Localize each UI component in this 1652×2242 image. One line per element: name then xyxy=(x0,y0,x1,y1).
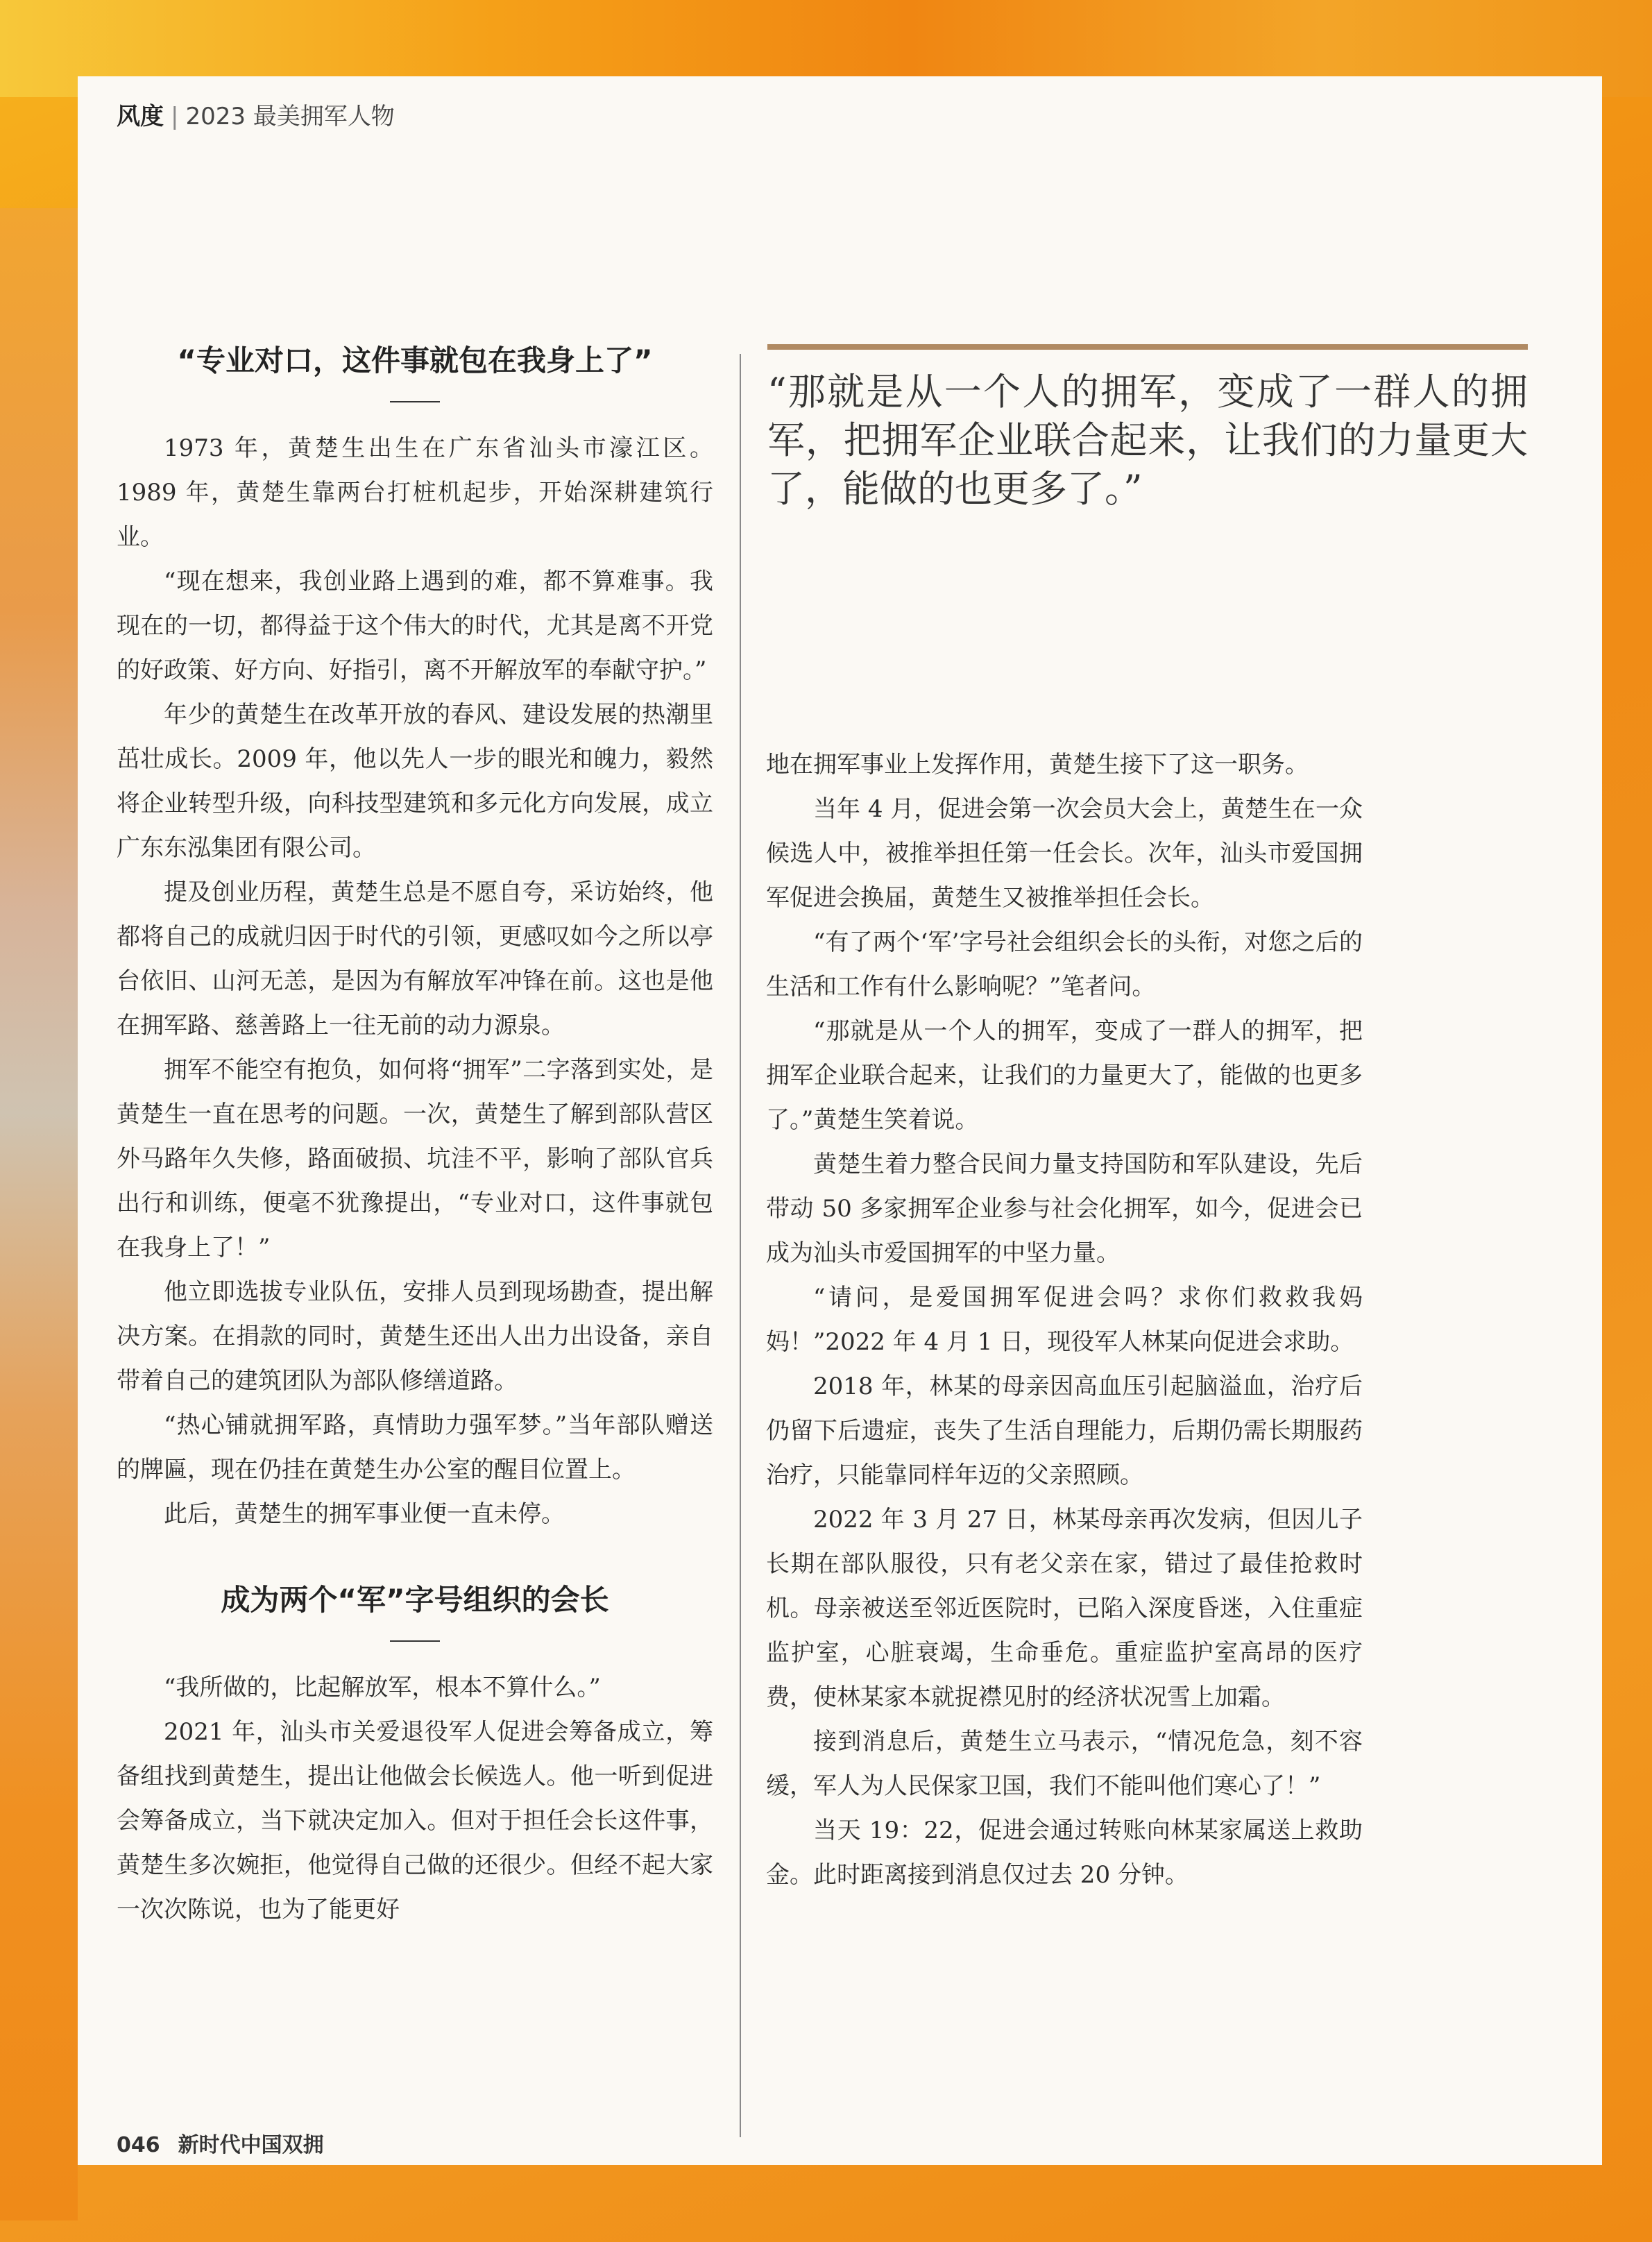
paragraph: “有了两个‘军’字号社会组织会长的头衔，对您之后的生活和工作有什么影响呢？”笔者问。 xyxy=(766,928,1363,1001)
paragraph: “那就是从一个人的拥军，变成了一群人的拥军，把拥军企业联合起来，让我们的力量更大了，能做的也更多了。”黄楚生笑着说。 xyxy=(766,1017,1363,1134)
pull-quote-rule xyxy=(767,344,1528,350)
subheading-2: 成为两个“军”字号组织的会长 xyxy=(221,1583,609,1617)
paragraph: 拥军不能空有抱负，如何将“拥军”二字落到实处，是黄楚生一直在思考的问题。一次，黄楚生了解到部队营区外马路年久失修，路面破损、坑洼不平，影响了部队官兵出行和训练，便毫不犹豫提出，“专业对口，这件事就包在我身上了！” xyxy=(117,1056,713,1262)
page-header xyxy=(117,97,395,131)
section-name: 风度 xyxy=(117,103,164,130)
pull-quote: “那就是从一个人的拥军，变成了一群人的拥军，把拥军企业联合起来，让我们的力量更大了，能做的也更多了。” xyxy=(767,370,1528,511)
paragraph: 2021 年，汕头市关爱退役军人促进会筹备成立，筹备组找到黄楚生，提出让他做会长候选人。他一听到促进会筹备成立，当下就决定加入。但对于担任会长这件事，黄楚生多次婉拒，他觉得自己做的还很少。但经不起大家一次次陈说，也为了能更好 xyxy=(117,1718,713,1923)
section-subtitle: 2023 最美拥军人物 xyxy=(185,103,395,130)
subheading-rule xyxy=(390,1640,440,1642)
paragraph: “请问，是爱国拥军促进会吗？求你们救救我妈妈！”2022 年 4 月 1 日，现役军人林某向促进会求助。 xyxy=(766,1284,1363,1356)
paragraph: 年少的黄楚生在改革开放的春风、建设发展的热潮里茁壮成长。2009 年，他以先人一步的眼光和魄力，毅然将企业转型升级，向科技型建筑和多元化方向发展，成立广东东泓集团有限公司。 xyxy=(117,701,713,862)
paragraph: 2018 年，林某的母亲因高血压引起脑溢血，治疗后仍留下后遗症，丧失了生活自理能力，后期仍需长期服药治疗，只能靠同样年迈的父亲照顾。 xyxy=(766,1373,1363,1489)
magazine-name: 新时代中国双拥 xyxy=(178,2133,324,2157)
paragraph: 当天 19：22，促进会通过转账向林某家属送上救助金。此时距离接到消息仅过去 20 分钟。 xyxy=(766,1817,1363,1889)
background-edge xyxy=(0,208,78,2220)
paragraph: 此后，黄楚生的拥军事业便一直未停。 xyxy=(164,1500,565,1528)
magazine-page xyxy=(78,76,1602,2165)
paragraph: 1973 年，黄楚生出生在广东省汕头市濠江区。1989 年，黄楚生靠两台打桩机起步，开始深耕建筑行业。 xyxy=(117,434,713,551)
paragraph: “我所做的，比起解放军，根本不算什么。” xyxy=(164,1674,601,1701)
left-column xyxy=(117,340,713,1932)
paragraph: 2022 年 3 月 27 日，林某母亲再次发病，但因儿子长期在部队服役，只有老父亲在家，错过了最佳抢救时机。母亲被送至邻近医院时，已陷入深度昏迷，入住重症监护室，心脏衰竭，生命垂危。重症监护室高昂的医疗费，使林某家本就捉襟见肘的经济状况雪上加霜。 xyxy=(766,1506,1363,1711)
page-number: 046 xyxy=(117,2133,160,2157)
right-column xyxy=(766,742,1363,1897)
paragraph: 当年 4 月，促进会第一次会员大会上，黄楚生在一众候选人中，被推举担任第一任会长。次年，汕头市爱国拥军促进会换届，黄楚生又被推举担任会长。 xyxy=(766,795,1363,912)
subheading-1: “专业对口，这件事就包在我身上了” xyxy=(177,343,653,377)
paragraph: 提及创业历程，黄楚生总是不愿自夸，采访始终，他都将自己的成就归因于时代的引领，更感叹如今之所以亭台依旧、山河无恙，是因为有解放军冲锋在前。这也是他在拥军路、慈善路上一往无前的动力源泉。 xyxy=(117,878,713,1039)
paragraph: 黄楚生着力整合民间力量支持国防和军队建设，先后带动 50 多家拥军企业参与社会化拥军，如今，促进会已成为汕头市爱国拥军的中坚力量。 xyxy=(766,1150,1363,1267)
column-divider xyxy=(740,354,741,2137)
paragraph: 接到消息后，黄楚生立马表示，“情况危急，刻不容缓，军人为人民保家卫国，我们不能叫他们寒心了！” xyxy=(766,1728,1363,1800)
subheading-rule xyxy=(390,401,440,402)
paragraph: “热心铺就拥军路，真情助力强军梦。”当年部队赠送的牌匾，现在仍挂在黄楚生办公室的醒目位置上。 xyxy=(117,1411,713,1484)
paragraph-continued: 地在拥军事业上发挥作用，黄楚生接下了这一职务。 xyxy=(766,751,1309,779)
paragraph: 他立即选拔专业队伍，安排人员到现场勘查，提出解决方案。在捐款的同时，黄楚生还出人出力出设备，亲自带着自己的建筑团队为部队修缮道路。 xyxy=(117,1278,713,1395)
header-separator: | xyxy=(171,103,179,130)
page-footer xyxy=(117,2128,324,2158)
paragraph: “现在想来，我创业路上遇到的难，都不算难事。我现在的一切，都得益于这个伟大的时代，尤其是离不开党的好政策、好方向、好指引，离不开解放军的奉献守护。” xyxy=(117,568,713,684)
